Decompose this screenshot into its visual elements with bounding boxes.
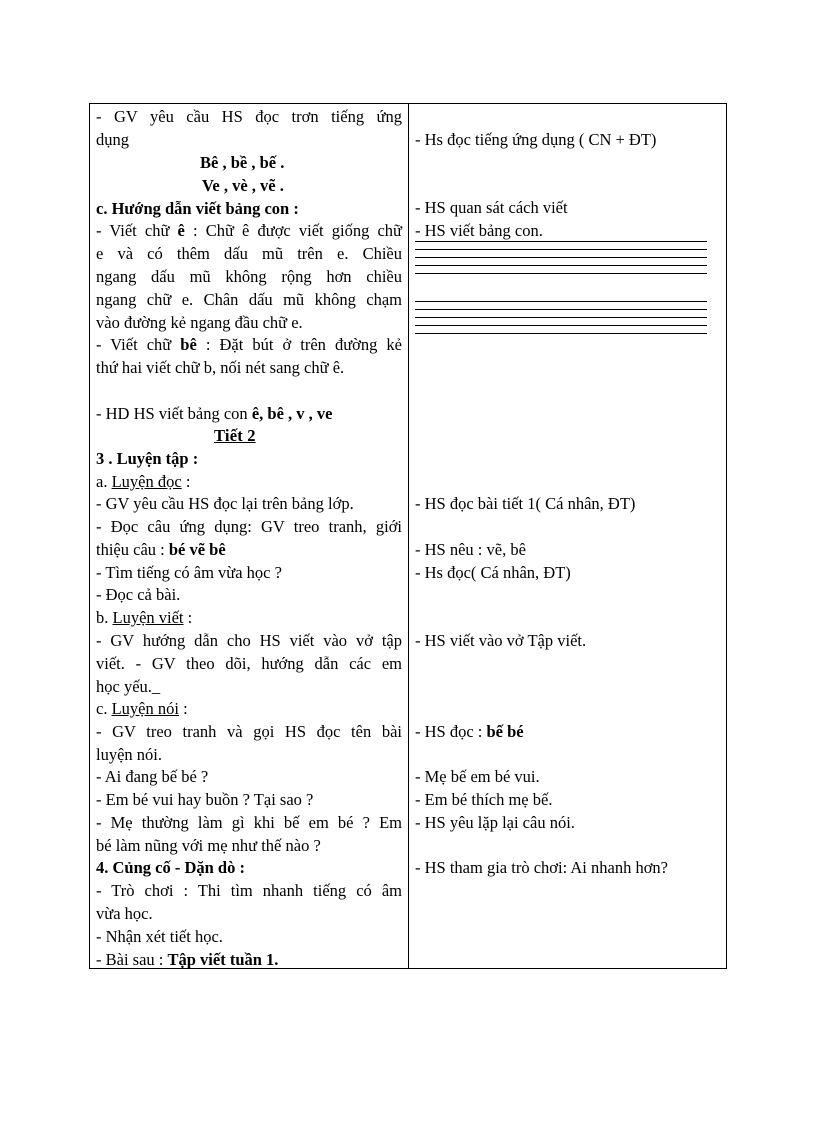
left-line: ngang dấu mũ không rộng hơn chiều <box>96 267 402 286</box>
writing-lines <box>415 301 707 334</box>
left-line: - Viết chữ bê : Đặt bút ở trên đường kẻ <box>96 335 402 354</box>
left-line: - GV yêu cầu HS đọc lại trên bảng lớp. <box>96 494 354 513</box>
left-line: - GV treo tranh và gọi HS đọc tên bài <box>96 722 402 741</box>
left-line: a. Luyện đọc : <box>96 472 191 491</box>
right-line: - Hs đọc( Cá nhân, ĐT) <box>415 563 571 582</box>
left-line: viết. - GV theo dõi, hướng dẫn các em <box>96 654 402 673</box>
section-heading: 3 . Luyện tập : <box>96 449 199 468</box>
left-line: luyện nói. <box>96 745 162 764</box>
left-line: - Ai đang bế bé ? <box>96 767 209 786</box>
left-line: vào đường kẻ ngang đầu chữ e. <box>96 313 303 332</box>
left-line: c. Luyện nói : <box>96 699 188 718</box>
left-line: - Viết chữ ê : Chữ ê được viết giống chữ <box>96 221 402 240</box>
right-line: - HS đọc bài tiết 1( Cá nhân, ĐT) <box>415 494 636 513</box>
left-line: b. Luyện viết : <box>96 608 193 627</box>
left-line: học yếu._ <box>96 677 161 696</box>
section-heading: 4. Củng cố - Dặn dò : <box>96 858 245 877</box>
left-line: - Em bé vui hay buồn ? Tại sao ? <box>96 790 314 809</box>
left-line: - Đọc câu ứng dụng: GV treo tranh, giới <box>96 517 402 536</box>
right-line: - HS nêu : vẽ, bê <box>415 540 526 559</box>
section-heading: c. Hướng dẫn viết bảng con : <box>96 199 299 218</box>
left-line: ngang chữ e. Chân dấu mũ không chạm <box>96 290 402 309</box>
right-line: - HS quan sát cách viết <box>415 198 568 217</box>
right-line: - HS tham gia trò chơi: Ai nhanh hơn? <box>415 858 668 877</box>
right-line: - HS đọc : bế bé <box>415 722 524 741</box>
period-title: Tiết 2 <box>214 426 256 445</box>
right-line: - HS viết vào vở Tập viết. <box>415 631 587 650</box>
right-line: - Em bé thích mẹ bế. <box>415 790 553 809</box>
example-words-be: Bê , bề , bế . <box>200 153 285 172</box>
left-line: - Bài sau : Tập viết tuần 1. <box>96 950 279 969</box>
left-line: bé làm nũng với mẹ như thế nào ? <box>96 836 321 855</box>
left-line: - Mẹ thường làm gì khi bế em bé ? Em <box>96 813 402 832</box>
left-line: dụng <box>96 130 129 149</box>
left-line: - Đọc cả bài. <box>96 585 181 604</box>
left-line: - GV yêu cầu HS đọc trơn tiếng ứng <box>96 107 402 126</box>
left-line: thứ hai viết chữ b, nối nét sang chữ ê. <box>96 358 345 377</box>
left-line: thiệu câu : bé vẽ bê <box>96 540 226 559</box>
left-line: vừa học. <box>96 904 153 923</box>
right-line: - HS viết bảng con. <box>415 221 543 240</box>
left-line: - Nhận xét tiết học. <box>96 927 223 946</box>
example-words-ve: Ve , vè , vẽ . <box>202 176 284 195</box>
right-line: - Hs đọc tiếng ứng dụng ( CN + ĐT) <box>415 130 657 149</box>
left-line: - Trò chơi : Thi tìm nhanh tiếng có âm <box>96 881 402 900</box>
right-line: - Mẹ bế em bé vui. <box>415 767 540 786</box>
writing-lines <box>415 241 707 274</box>
left-line: - HD HS viết bảng con ê, bê , v , ve <box>96 404 333 423</box>
left-line: - Tìm tiếng có âm vừa học ? <box>96 563 282 582</box>
right-line: - HS yêu lặp lại câu nói. <box>415 813 575 832</box>
left-line: - GV hướng dẫn cho HS viết vào vở tập <box>96 631 402 650</box>
lesson-table <box>89 103 727 969</box>
left-line: e và có thêm dấu mũ trên e. Chiều <box>96 244 402 263</box>
column-divider <box>408 104 409 968</box>
